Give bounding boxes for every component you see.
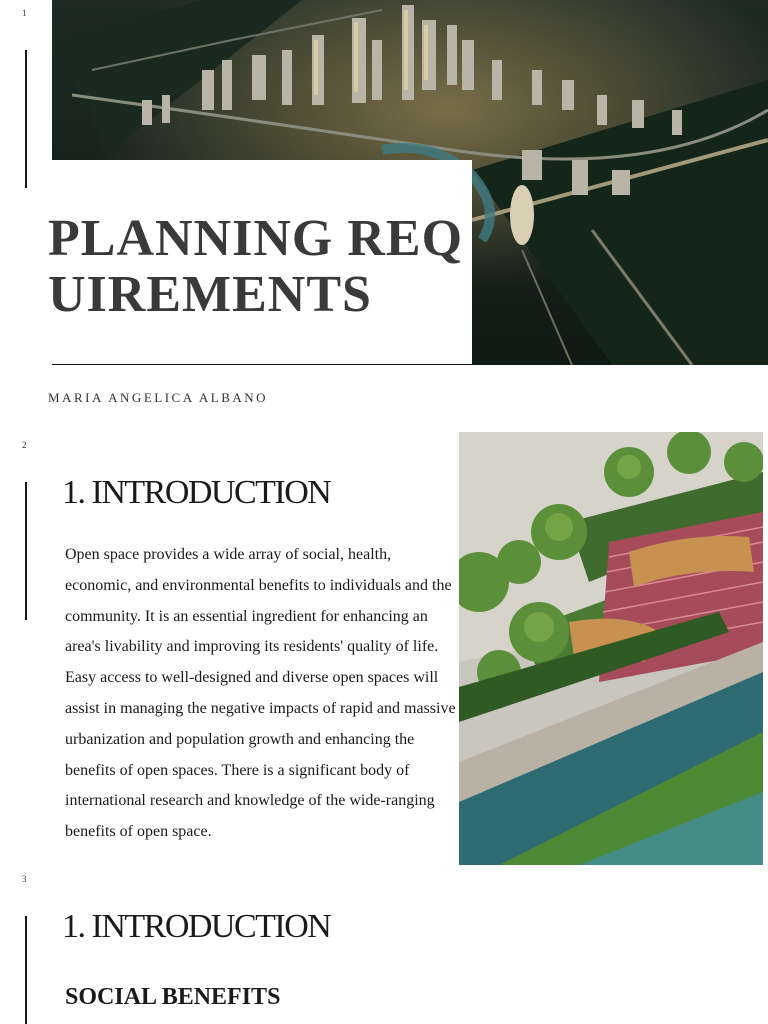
slide-2	[0, 432, 768, 866]
accent-bar	[25, 50, 27, 188]
accent-bar	[25, 482, 27, 620]
page-number: 2	[22, 440, 27, 450]
section-heading: 1. INTRODUCTION	[62, 474, 331, 511]
slide-1	[0, 0, 768, 432]
intro-paragraph: Open space provides a wide array of social, health, economic, and environmental benefits to individuals and the community. It is an essential ingredient for enhancing an area's livability and improving its residents' quality of life. Easy access to well-designed and diverse open spaces will assist in managing the negative impacts of rapid and massive urbanization and population growth and enhancing the benefits of open spaces. There is a significant body of international research and knowledge of the wide-ranging benefits of open space.	[65, 546, 456, 841]
plaza-aerial-image	[459, 432, 763, 865]
accent-bar	[25, 916, 27, 1024]
presentation-title: PLANNING REQUIREMENTS	[48, 210, 464, 323]
slide-3	[0, 866, 768, 1024]
page-number: 1	[22, 8, 27, 18]
section-heading: 1. INTRODUCTION	[62, 908, 331, 945]
page-number: 3	[22, 874, 27, 884]
social-benefits-heading: SOCIAL BENEFITS	[65, 984, 281, 1010]
author-name: MARIA ANGELICA ALBANO	[48, 390, 269, 405]
